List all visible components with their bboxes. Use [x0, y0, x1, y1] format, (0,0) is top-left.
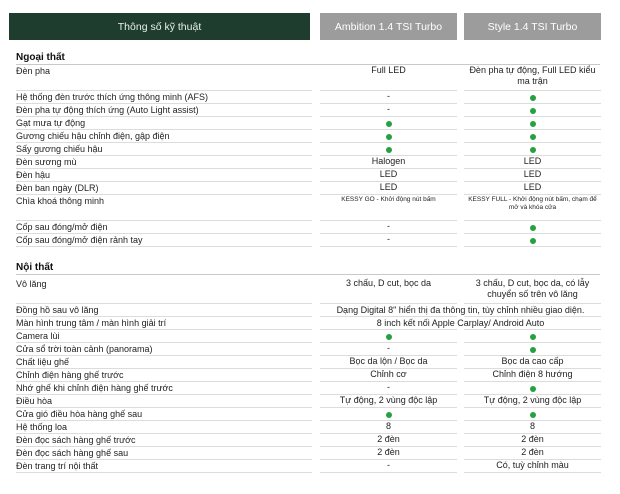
table-row — [16, 356, 600, 369]
check-dot-icon — [530, 121, 536, 127]
table-row — [16, 395, 600, 408]
check-dot-icon — [530, 225, 536, 231]
row-label: Cốp sau đóng/mở điện — [16, 222, 108, 232]
model-header-ambition[interactable]: Ambition 1.4 TSI Turbo — [320, 13, 457, 40]
not-available-dash: - — [387, 382, 390, 392]
value-style — [464, 382, 601, 393]
value-style: LED — [523, 156, 542, 166]
value-ambition — [320, 330, 457, 341]
value-ambition — [320, 117, 457, 128]
spec-header: Thông số kỹ thuật — [9, 13, 310, 40]
value-ambition: 2 đèn — [377, 434, 400, 444]
table-row — [16, 421, 600, 434]
row-label: Đèn pha tự động thích ứng (Auto Light assist) — [16, 105, 199, 115]
row-label: Gạt mưa tự động — [16, 118, 86, 128]
table-row — [16, 156, 600, 169]
row-label: Chỉnh điện hàng ghế trước — [16, 370, 124, 380]
value-style: Có, tuỳ chỉnh màu — [496, 460, 569, 470]
check-dot-icon — [530, 147, 536, 153]
table-row — [16, 369, 600, 382]
table-row — [16, 382, 600, 395]
row-label: Hệ thống đèn trước thích ứng thông minh (AFS) — [16, 92, 209, 102]
check-dot-icon — [386, 134, 392, 140]
row-label: Đèn đọc sách hàng ghế sau — [16, 448, 129, 458]
table-row — [16, 460, 600, 473]
value-ambition — [320, 460, 457, 471]
not-available-dash: - — [387, 234, 390, 244]
value-style: KESSY FULL - Khởi động nút bấm, chạm để mở và khóa cửa — [468, 196, 597, 211]
interior-table — [16, 278, 600, 473]
table-row — [16, 195, 600, 221]
check-dot-icon — [530, 95, 536, 101]
table-row — [16, 343, 600, 356]
table-row — [16, 65, 600, 91]
row-label: Chìa khoá thông minh — [16, 196, 105, 206]
value-style — [464, 234, 601, 245]
value-shared: Dạng Digital 8" hiển thị đa thông tin, tùy chỉnh nhiều giao diện. — [336, 305, 585, 315]
check-dot-icon — [530, 108, 536, 114]
section-divider — [16, 274, 600, 275]
value-style: 3 chấu, D cut, bọc da, có lẫy chuyển số trên vô lăng — [475, 278, 590, 299]
table-row — [16, 434, 600, 447]
row-label: Điều hòa — [16, 396, 53, 406]
table-row — [16, 278, 600, 304]
check-dot-icon — [530, 386, 536, 392]
value-style: 8 — [529, 421, 535, 431]
table-row — [16, 304, 600, 317]
not-available-dash: - — [387, 343, 390, 353]
table-row — [16, 117, 600, 130]
check-dot-icon — [530, 347, 536, 353]
table-row — [16, 221, 600, 234]
value-ambition: Chỉnh cơ — [370, 369, 407, 379]
value-ambition — [320, 91, 457, 102]
row-label: Hệ thống loa — [16, 422, 68, 432]
value-ambition: LED — [379, 182, 398, 192]
value-style: 2 đèn — [521, 447, 544, 457]
table-row — [16, 330, 600, 343]
value-style: Chỉnh điện 8 hướng — [492, 369, 573, 379]
value-ambition — [320, 130, 457, 141]
table-row — [16, 143, 600, 156]
model-header-style[interactable]: Style 1.4 TSI Turbo — [464, 13, 601, 40]
row-label: Vô lăng — [16, 279, 47, 289]
row-label: Đồng hồ sau vô lăng — [16, 305, 99, 315]
row-label: Đèn ban ngày (DLR) — [16, 183, 99, 193]
value-ambition: Tự động, 2 vùng độc lập — [339, 395, 438, 405]
value-style — [464, 104, 601, 115]
check-dot-icon — [386, 121, 392, 127]
check-dot-icon — [386, 147, 392, 153]
row-label: Đèn pha — [16, 66, 51, 76]
row-label: Cửa gió điều hòa hàng ghế sau — [16, 409, 143, 419]
row-label: Chất liệu ghế — [16, 357, 70, 367]
not-available-dash: - — [387, 460, 390, 470]
value-style: LED — [523, 182, 542, 192]
value-style: Bọc da cao cấp — [501, 356, 564, 366]
check-dot-icon — [530, 238, 536, 244]
value-ambition — [320, 408, 457, 419]
check-dot-icon — [530, 412, 536, 418]
value-style: 2 đèn — [521, 434, 544, 444]
row-label: Cửa sổ trời toàn cảnh (panorama) — [16, 344, 153, 354]
value-ambition — [320, 143, 457, 154]
value-ambition: Halogen — [371, 156, 406, 166]
table-row — [16, 408, 600, 421]
value-ambition: LED — [379, 169, 398, 179]
table-row — [16, 182, 600, 195]
check-dot-icon — [530, 134, 536, 140]
value-ambition: 3 chấu, D cut, bọc da — [345, 278, 432, 288]
value-style — [464, 91, 601, 102]
value-ambition: 8 — [385, 421, 391, 431]
table-row — [16, 317, 600, 330]
row-label: Nhớ ghế khi chỉnh điện hàng ghế trước — [16, 383, 173, 393]
row-label: Đèn hậu — [16, 170, 51, 180]
row-label: Gương chiếu hậu chỉnh điện, gập điện — [16, 131, 170, 141]
check-dot-icon — [530, 334, 536, 340]
table-row — [16, 104, 600, 117]
section-title-exterior: Ngoại thất — [16, 52, 65, 63]
table-row — [16, 447, 600, 460]
value-ambition: Full LED — [371, 65, 406, 75]
not-available-dash: - — [387, 91, 390, 101]
value-style — [464, 408, 601, 419]
row-label: Camera lùi — [16, 331, 60, 341]
value-style — [464, 117, 601, 128]
value-style — [464, 343, 601, 354]
value-ambition: 2 đèn — [377, 447, 400, 457]
table-row — [16, 91, 600, 104]
value-style — [464, 330, 601, 341]
value-ambition — [320, 104, 457, 115]
not-available-dash: - — [387, 104, 390, 114]
value-shared: 8 inch kết nối Apple Carplay/ Android Auto — [376, 318, 545, 328]
row-label: Đèn đọc sách hàng ghế trước — [16, 435, 136, 445]
value-style: Tự động, 2 vùng độc lập — [483, 395, 582, 405]
value-style — [464, 130, 601, 141]
row-label: Đèn sương mù — [16, 157, 77, 167]
value-ambition: Bọc da lộn / Bọc da — [349, 356, 428, 366]
value-ambition: KESSY GO - Khởi động nút bấm — [341, 196, 436, 203]
value-style: Đèn pha tự động, Full LED kiểu ma trận — [469, 65, 596, 86]
row-label: Sấy gương chiếu hậu — [16, 144, 103, 154]
check-dot-icon — [386, 334, 392, 340]
table-row — [16, 130, 600, 143]
value-style — [464, 221, 601, 232]
value-style — [464, 143, 601, 154]
table-row — [16, 169, 600, 182]
row-label: Cốp sau đóng/mở điện rảnh tay — [16, 235, 143, 245]
not-available-dash: - — [387, 221, 390, 231]
row-label: Đèn trang trí nội thất — [16, 461, 99, 471]
check-dot-icon — [386, 412, 392, 418]
table-row — [16, 234, 600, 247]
value-ambition — [320, 382, 457, 393]
value-ambition — [320, 343, 457, 354]
exterior-table — [16, 65, 600, 247]
section-title-interior: Nội thất — [16, 262, 54, 273]
value-ambition — [320, 221, 457, 232]
value-ambition — [320, 234, 457, 245]
row-label: Màn hình trung tâm / màn hình giải trí — [16, 318, 167, 328]
value-style: LED — [523, 169, 542, 179]
